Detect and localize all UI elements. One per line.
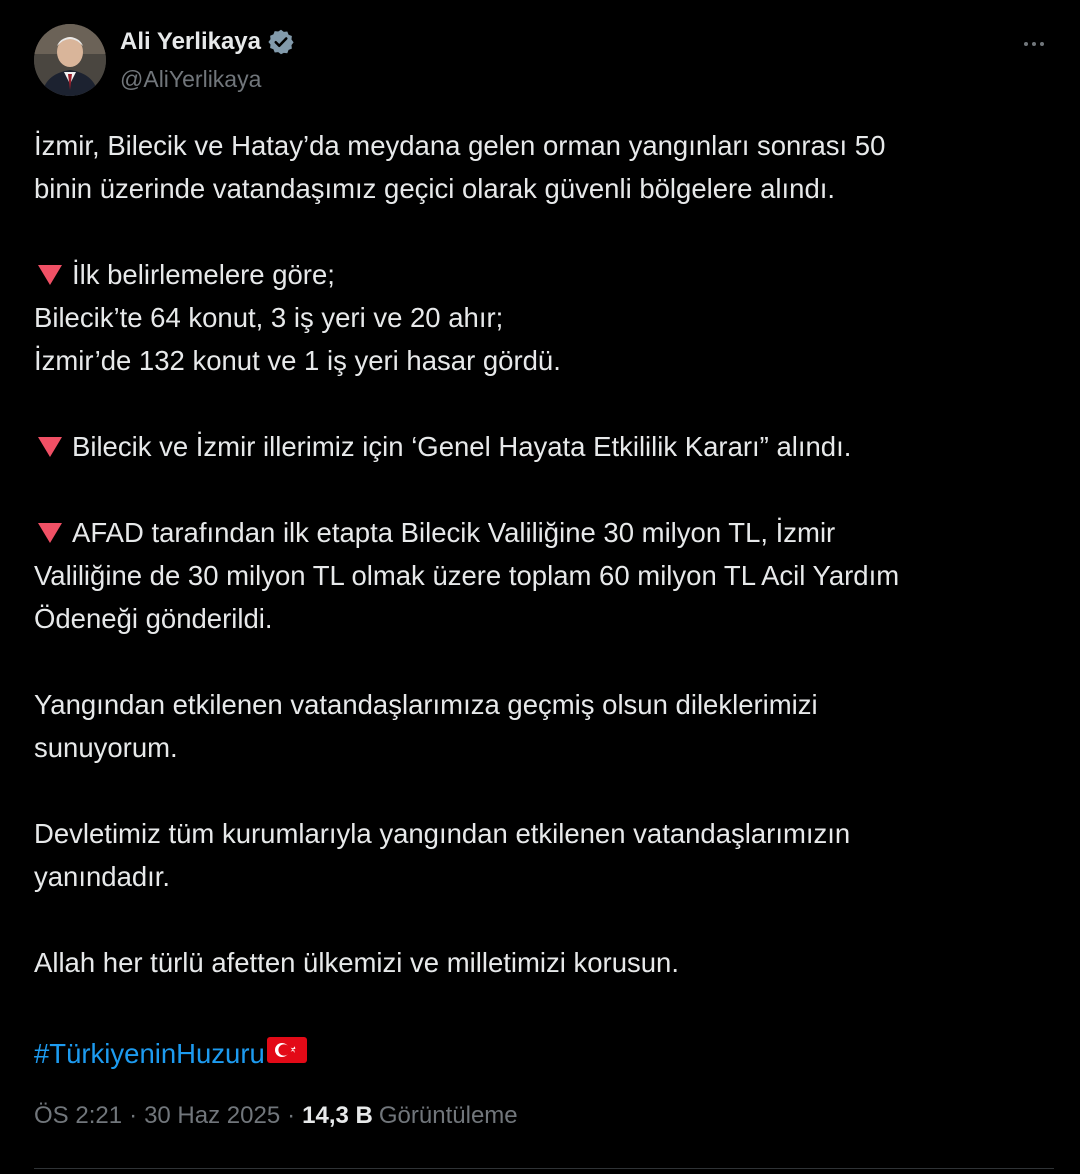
text-line: binin üzerinde vatandaşımız geçici olarak güvenli bölgelere alındı.: [34, 173, 836, 204]
text-line: Allah her türlü afetten ülkemizi ve milletimizi korusun.: [34, 947, 679, 978]
name-row: [120, 28, 295, 56]
verified-badge-icon: [267, 28, 295, 56]
text-line: sunuyorum.: [34, 732, 178, 763]
tweet-date[interactable]: 30 Haz 2025: [144, 1102, 281, 1129]
red-triangle-down-icon: [38, 437, 62, 457]
display-name[interactable]: Ali Yerlikaya: [120, 28, 261, 55]
tweet-text: [34, 124, 1044, 1027]
text-line: İzmir’de 132 konut ve 1 iş yeri hasar gördü.: [34, 345, 561, 376]
paragraph-6: [34, 812, 1044, 898]
paragraph-2: [34, 253, 1044, 382]
text-line: Yangından etkilenen vatandaşlarımıza geçmiş olsun dileklerimizi: [34, 689, 818, 720]
avatar[interactable]: [34, 24, 106, 96]
divider: [34, 1168, 1054, 1169]
text-line: AFAD tarafından ilk etapta Bilecik Valiliğine 30 milyon TL, İzmir: [72, 517, 836, 548]
separator: ·: [287, 1102, 296, 1129]
separator: ·: [129, 1102, 138, 1129]
hashtag-link[interactable]: #TürkiyeninHuzuru: [34, 1038, 265, 1069]
text-line: Valiliğine de 30 milyon TL olmak üzere toplam 60 milyon TL Acil Yardım: [34, 560, 900, 591]
views-label: Görüntüleme: [378, 1102, 518, 1129]
more-options-icon[interactable]: [1014, 32, 1054, 56]
tweet-meta: [34, 1102, 518, 1130]
turkey-flag-icon: [267, 1032, 307, 1075]
paragraph-4: [34, 511, 1044, 640]
paragraph-7: [34, 941, 1044, 984]
paragraph-3: [34, 425, 1044, 468]
text-line: İlk belirlemelere göre;: [72, 259, 335, 290]
text-line: yanındadır.: [34, 861, 171, 892]
text-line: Bilecik ve İzmir illerimiz için ‘Genel Hayata Etkililik Kararı” alındı.: [72, 431, 852, 462]
red-triangle-down-icon: [38, 265, 62, 285]
red-triangle-down-icon: [38, 523, 62, 543]
text-line: İzmir, Bilecik ve Hatay’da meydana gelen orman yangınları sonrası 50: [34, 130, 886, 161]
views-count: 14,3 B: [302, 1102, 373, 1129]
text-line: Ödeneği gönderildi.: [34, 603, 273, 634]
paragraph-5: [34, 683, 1044, 769]
text-line: Bilecik’te 64 konut, 3 iş yeri ve 20 ahır;: [34, 302, 504, 333]
paragraph-1: [34, 124, 1044, 210]
handle[interactable]: @AliYerlikaya: [120, 66, 262, 92]
tweet-time[interactable]: ÖS 2:21: [34, 1102, 123, 1129]
hashtag-row: [34, 1032, 307, 1075]
tweet-header: [34, 24, 1054, 100]
text-line: Devletimiz tüm kurumlarıyla yangından etkilenen vatandaşlarımızın: [34, 818, 851, 849]
